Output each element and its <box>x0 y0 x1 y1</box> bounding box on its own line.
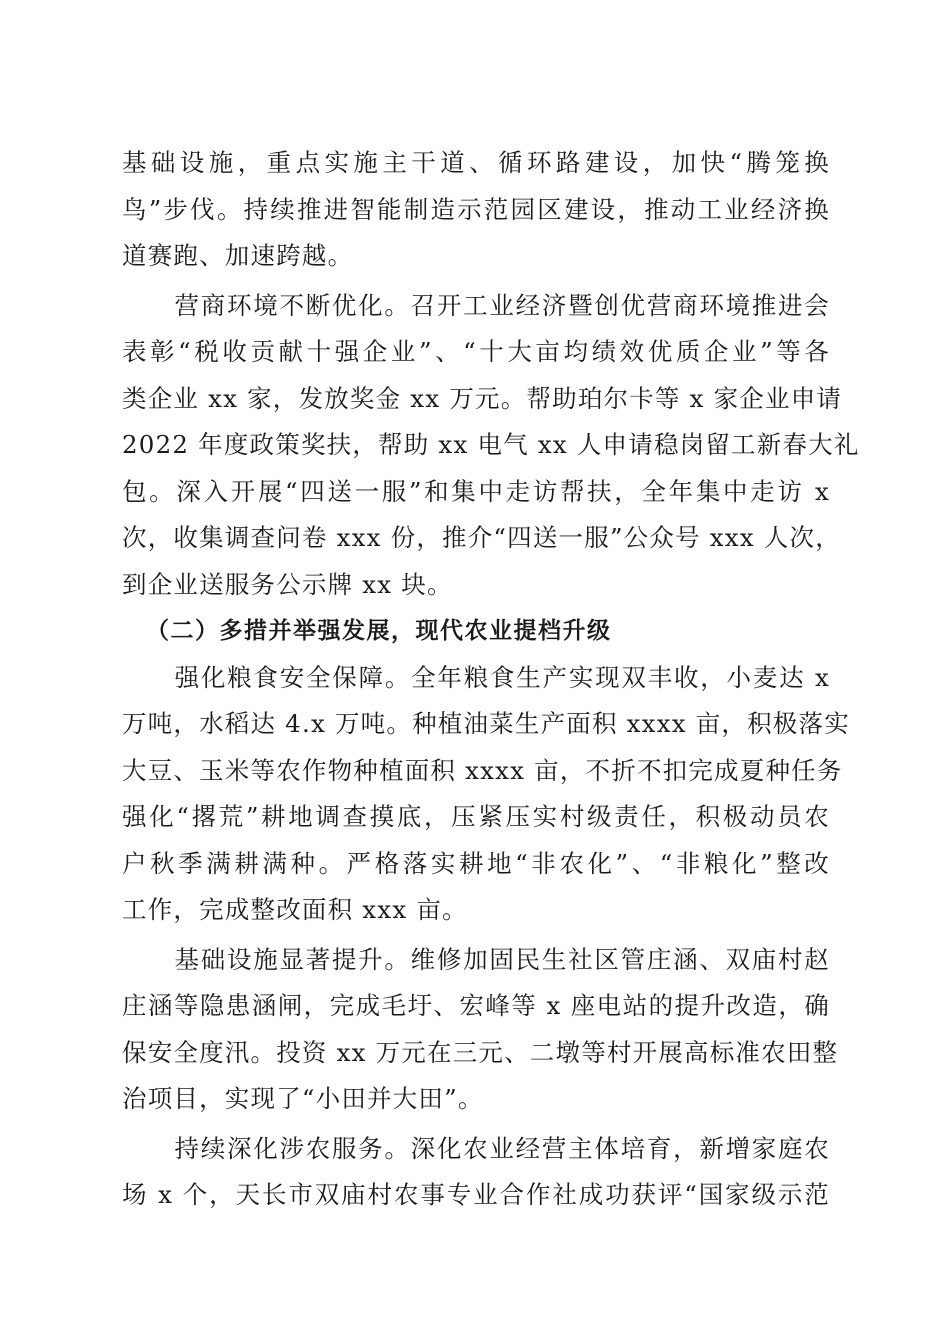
text-line: 2022 年度政策奖扶，帮助 xx 电气 xx 人申请稳岗留工新春大礼 <box>122 430 860 459</box>
document-body <box>122 140 860 1219</box>
text-line: 强化“撂荒”耕地调查摸底，压紧压实村级责任，积极动员农 <box>122 802 830 831</box>
text-line: 道赛跑、加速跨越。 <box>122 241 354 270</box>
paragraph <box>122 283 860 609</box>
text-line: 类企业 xx 家，发放奖金 xx 万元。帮助珀尔卡等 x 家企业申请 <box>122 383 843 413</box>
text-line: 次，收集调查问卷 xxx 份，推介“四送一服”公众号 xxx 人次， <box>122 523 841 552</box>
text-line: 表彰“税收贡献十强企业”、“十大亩均绩效优质企业”等各 <box>122 337 830 366</box>
text-line: 到企业送服务公示牌 xx 块。 <box>122 569 453 599</box>
text-line: 万吨，水稻达 4.x 万吨。种植油菜生产面积 xxxx 亩，积极落实 <box>122 709 850 738</box>
paragraph <box>122 937 839 1123</box>
text-line: 大豆、玉米等农作物种植面积 xxxx 亩，不折不扣完成夏种任务 <box>122 755 843 785</box>
text-line: 治项目，实现了“小田并大田”。 <box>122 1084 484 1113</box>
text-line: 基础设施显著提升。维修加固民生社区管庄涵、双庙村赵 <box>122 944 830 974</box>
text-line: 包。深入开展“四送一服”和集中走访帮扶，全年集中走访 x <box>122 476 830 506</box>
text-line: 鸟”步伐。持续推进智能制造示范园区建设，推动工业经济换 <box>122 194 830 224</box>
paragraph <box>122 655 850 934</box>
text-line: 工作，完成整改面积 xxx 亩。 <box>122 895 468 924</box>
text-line: 基础设施，重点实施主干道、循环路建设，加快“腾笼换 <box>122 148 830 177</box>
text-line: 强化粮食安全保障。全年粮食生产实现双丰收，小麦达 x <box>122 662 830 692</box>
text-line: 保安全度汛。投资 xx 万元在三元、二墩等村开展高标准农田整 <box>122 1037 839 1067</box>
text-line: 庄涵等隐患涵闸，完成毛圩、宏峰等 x 座电站的提升改造，确 <box>122 991 830 1020</box>
paragraph <box>122 1126 830 1219</box>
paragraph <box>122 140 830 280</box>
text-line: 场 x 个，天长市双庙村农事专业合作社成功获评“国家级示范 <box>122 1180 830 1209</box>
section-heading: （二）多措并举强发展，现代农业提档升级 <box>146 618 612 644</box>
text-line: 户秋季满耕满种。严格落实耕地“非农化”、“非粮化”整改 <box>122 848 830 878</box>
text-line: 营商环境不断优化。召开工业经济暨创优营商环境推进会 <box>122 290 830 320</box>
text-line: 持续深化涉农服务。深化农业经营主体培育，新增家庭农 <box>122 1133 830 1163</box>
